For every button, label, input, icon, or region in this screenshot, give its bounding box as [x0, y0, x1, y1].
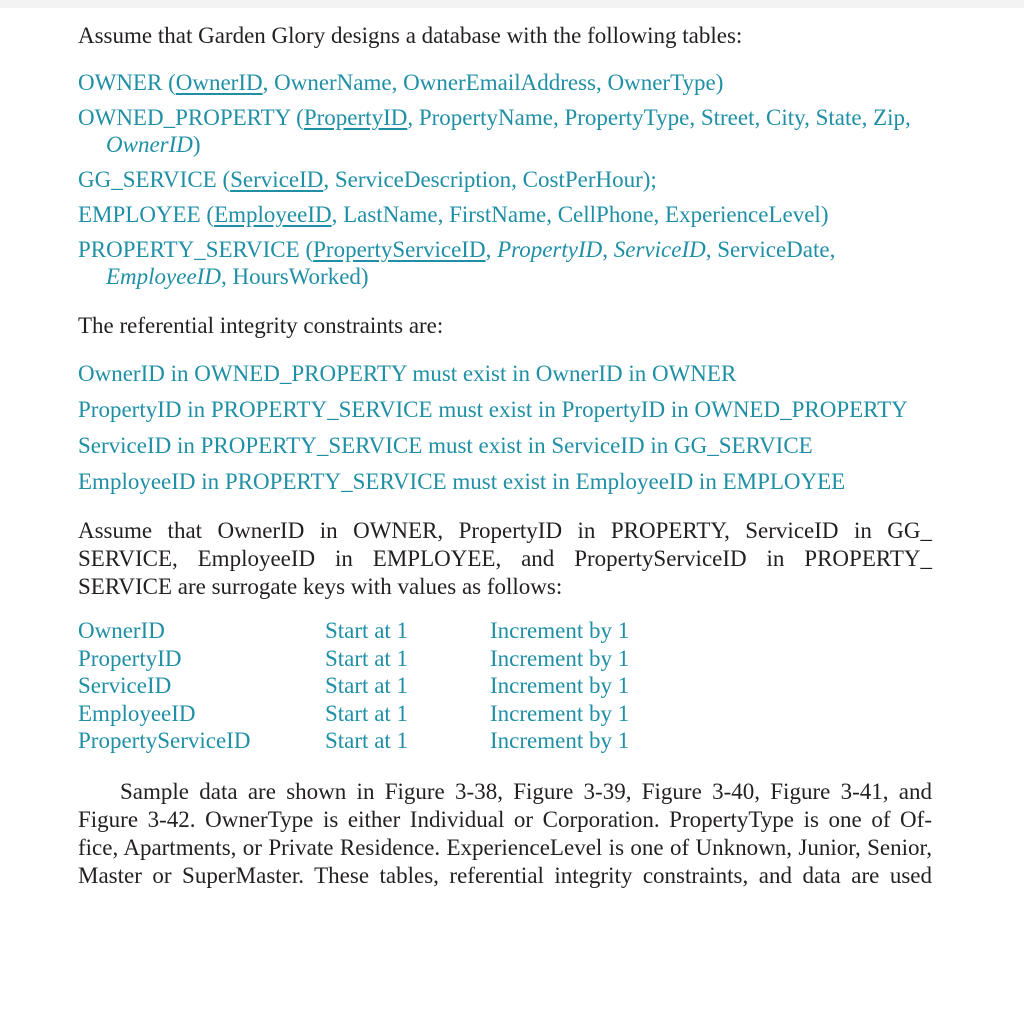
table-name: OWNED_PROPERTY ( [78, 105, 304, 130]
separator: , [602, 237, 614, 262]
top-stripe [0, 0, 1024, 8]
key-start: Start at 1 [325, 700, 409, 726]
schema-owned-property [78, 104, 932, 158]
key-increment: Increment by 1 [490, 618, 630, 643]
table-name: EMPLOYEE ( [78, 202, 215, 227]
key-name: PropertyID [78, 645, 182, 671]
key-name: PropertyServiceID [78, 728, 251, 753]
table-close: ) [192, 132, 201, 157]
primary-key: ServiceID [230, 167, 324, 192]
primary-key: PropertyServiceID [313, 237, 486, 262]
key-increment: Increment by 1 [490, 700, 630, 726]
key-start: Start at 1 [325, 645, 409, 671]
constraints-intro: The referential integrity constraints are: [78, 313, 444, 338]
constraint-item: OwnerID in OWNED_PROPERTY must exist in OwnerID in OWNER [78, 361, 737, 386]
intro-paragraph: Assume that Garden Glory designs a database with the following tables: [78, 23, 743, 48]
key-start: Start at 1 [325, 728, 409, 753]
schema-owner [78, 69, 932, 96]
table-close: , HoursWorked) [220, 264, 369, 289]
constraint-item: ServiceID in PROPERTY_SERVICE must exist in ServiceID in GG_SERVICE [78, 433, 813, 458]
table-schema-list [78, 69, 932, 290]
schema-employee [78, 201, 932, 228]
surrogate-key-table [78, 617, 932, 755]
foreign-key: ServiceID [613, 237, 706, 262]
table-name: OWNER ( [78, 70, 176, 95]
foreign-key: PropertyID [497, 237, 603, 262]
table-name: PROPERTY_SERVICE ( [78, 237, 314, 262]
sample-line: Figure 3-42. OwnerType is either Individual or Corporation. PropertyType is one of Of- [78, 806, 932, 832]
sample-line: fice, Apartments, or Private Residence. ExperienceLevel is one of Unknown, Junior, Senior, [78, 834, 932, 860]
key-start: Start at 1 [325, 618, 409, 643]
key-increment: Increment by 1 [490, 673, 630, 698]
primary-key: OwnerID [175, 70, 263, 95]
surrogate-line: SERVICE, EmployeeID in EMPLOYEE, and PropertyServiceID in PROPERTY_ [78, 546, 932, 571]
separator: , [485, 237, 498, 262]
schema-property-service [78, 236, 932, 290]
constraint-item: EmployeeID in PROPERTY_SERVICE must exist in EmployeeID in EMPLOYEE [78, 469, 846, 494]
key-name: EmployeeID [78, 700, 196, 726]
document-body [78, 22, 932, 890]
table-columns: , OwnerName, OwnerEmailAddress, OwnerType) [262, 70, 724, 95]
foreign-key: EmployeeID [106, 264, 221, 289]
table-columns: , PropertyName, PropertyType, Street, City, State, Zip, [407, 105, 911, 130]
key-start: Start at 1 [325, 673, 409, 698]
key-row [78, 617, 932, 645]
sample-data-paragraph [78, 778, 932, 890]
key-increment: Increment by 1 [490, 728, 630, 753]
primary-key: PropertyID [303, 105, 408, 130]
primary-key: EmployeeID [214, 202, 332, 227]
constraint-item: PropertyID in PROPERTY_SERVICE must exist in PropertyID in OWNED_PROPERTY [78, 397, 908, 422]
constraint-list [78, 360, 932, 495]
schema-gg-service [78, 166, 932, 193]
table-columns: , LastName, FirstName, CellPhone, ExperienceLevel) [331, 202, 829, 227]
table-columns: , ServiceDescription, CostPerHour); [323, 167, 657, 192]
surrogate-line: Assume that OwnerID in OWNER, PropertyID in PROPERTY, ServiceID in GG_ [78, 518, 932, 543]
key-name: ServiceID [78, 673, 172, 698]
surrogate-line: SERVICE are surrogate keys with values as follows: [78, 574, 563, 599]
sample-line: Master or SuperMaster. These tables, referential integrity constraints, and data are used [78, 862, 932, 888]
key-name: OwnerID [78, 618, 165, 643]
foreign-key: OwnerID [106, 132, 193, 157]
key-row [78, 700, 932, 728]
key-increment: Increment by 1 [490, 645, 630, 671]
sample-line: Sample data are shown in Figure 3-38, Figure 3-39, Figure 3-40, Figure 3-41, and [120, 778, 932, 804]
key-row [78, 645, 932, 673]
surrogate-paragraph [78, 517, 932, 601]
key-row [78, 727, 932, 755]
table-columns: , ServiceDate, [705, 237, 836, 262]
key-row [78, 672, 932, 700]
table-name: GG_SERVICE ( [78, 167, 231, 192]
